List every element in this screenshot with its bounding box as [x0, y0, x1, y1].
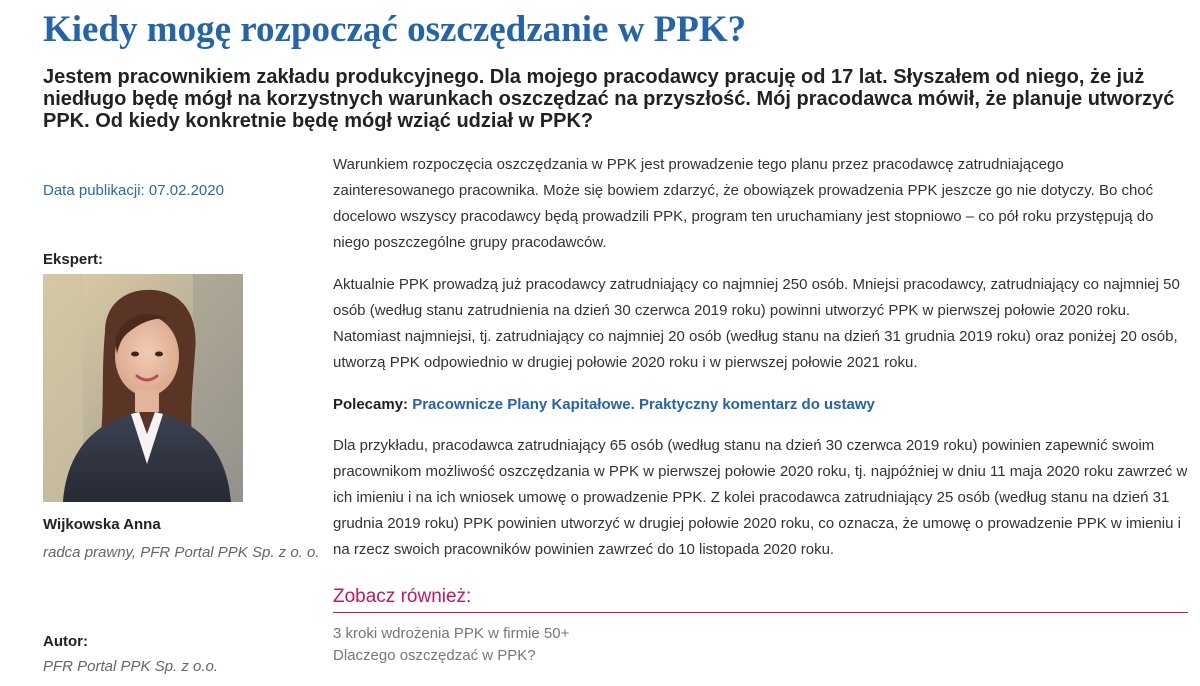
article-question: Jestem pracownikiem zakładu produkcyjnego. Dla mojego pracodawcy pracuję od 17 lat. Słyszałem od niego, że już niedługo będę mógł na korzystnych warunkach oszczędzać na przyszłość. Mój pracodawca mówił, że planuje utworzyć PPK. Od kiedy konkretnie będę mógł wziąć udział w PPK? [43, 66, 1175, 132]
body-paragraph: Aktualnie PPK prowadzą już pracodawcy zatrudniający co najmniej 250 osób. Mniejsi pracodawcy, zatrudniający co najmniej 50 osób (według stanu zatrudnienia na dzień 30 czerwca 2019 roku) powinni utworzyć PPK w pierwszej połowie 2020 roku. Natomiast najmniejsi, tj. zatrudniający co najmniej 20 osób (według stanu na dzień 31 grudnia 2019 roku) oraz poniżej 20 osób, utworzą PPK odpowiednio w drugiej połowie 2020 roku i w pierwszej połowie 2021 roku. [333, 276, 1180, 371]
recommendation [333, 392, 1188, 418]
publication-date: Data publikacji: 07.02.2020 [43, 182, 224, 199]
see-also-list [333, 623, 1188, 667]
article-body [333, 152, 1188, 579]
body-paragraph: Warunkiem rozpoczęcia oszczędzania w PPK jest prowadzenie tego planu przez pracodawcę zatrudniającego zainteresowanego pracownika. Może się bowiem zdarzyć, że obowiązek prowadzenia PPK jeszcze go nie dotyczy. Bo choć docelowo wszyscy pracodawcy będą prowadzili PPK, program ten uruchamiany jest stopniowo – co pół roku przystępują do niego poszczególne grupy pracodawców. [333, 156, 1154, 251]
list-item [333, 623, 1188, 645]
author-label: Autor: [43, 633, 88, 650]
recommendation-label: Polecamy: [333, 396, 409, 413]
see-also-heading: Zobacz również: [333, 584, 1188, 613]
expert-photo [43, 274, 243, 502]
see-also-link[interactable]: Dlaczego oszczędzać w PPK? [333, 647, 536, 664]
article-title: Kiedy mogę rozpocząć oszczędzanie w PPK? [43, 9, 747, 50]
expert-portrait-image [43, 274, 243, 502]
author-name: PFR Portal PPK Sp. z o.o. [43, 658, 219, 675]
body-paragraph: Dla przykładu, pracodawca zatrudniający 65 osób (według stanu na dzień 30 czerwca 2019 roku) powinien zapewnić swoim pracownikom możliwość oszczędzania w PPK w pierwszej połowie 2020 roku, tj. najpóźniej w dniu 11 maja 2020 roku zawrzeć w ich imieniu i na ich wniosek umowę o prowadzenie PPK. Z kolei pracodawca zatrudniający 25 osób (według stanu na dzień 31 grudnia 2019 roku) PPK powinien utworzyć w drugiej połowie 2020 roku, co oznacza, że umowę o prowadzenie PPK w imieniu i na rzecz swoich pracowników powinien zawrzeć do 10 listopada 2020 roku. [333, 437, 1188, 558]
expert-role: radca prawny, PFR Portal PPK Sp. z o. o. [43, 544, 320, 561]
see-also-link[interactable]: 3 kroki wdrożenia PPK w firmie 50+ [333, 625, 570, 642]
expert-label: Ekspert: [43, 251, 104, 268]
recommendation-link[interactable]: Pracownicze Plany Kapitałowe. Praktyczny komentarz do ustawy [412, 396, 875, 413]
expert-name: Wijkowska Anna [43, 516, 161, 533]
list-item [333, 645, 1188, 667]
see-also-section [333, 584, 1188, 667]
